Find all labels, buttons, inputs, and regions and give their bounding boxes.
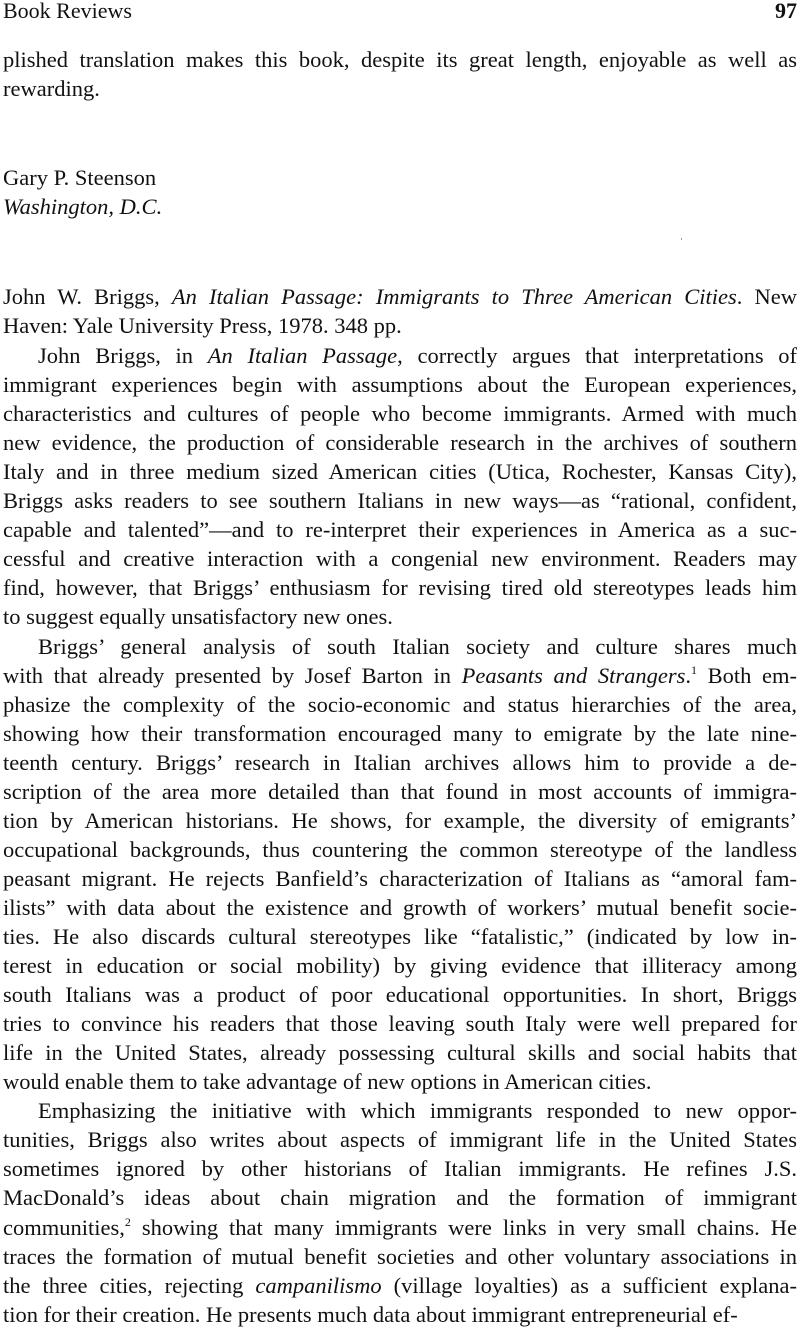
paragraph-3-line-1: Emphasizing the initiative with which immigrants responded to new oppor- (38, 1098, 797, 1124)
paragraph-1-line-7: capable and talented”—and to re-interpret their experiences in America as a suc- (3, 517, 797, 543)
prev-review-line-1: plished translation makes this book, despite its great length, enjoyable as well as (3, 47, 797, 72)
paragraph-3-line-8: tion for their creation. He presents much data about immigrant entrepreneurial ef- (3, 1301, 738, 1327)
italic-title: An Italian Passage (207, 343, 398, 368)
paragraph-2-line-4: showing how their transformation encouraged many to emigrate by the late nine- (3, 720, 797, 746)
prev-review-line-2: rewarding. (3, 76, 100, 101)
paragraph-3-line-2: tunities, Briggs also writes about aspects of immigrant life in the United States (3, 1127, 797, 1153)
paragraph-2-line-10: ilists” with data about the existence and growth of workers’ mutual benefit socie- (3, 894, 797, 920)
paragraph-3-line-7: the three cities, rejecting campanilismo (village loyalties) as a sufficient explana- (3, 1272, 797, 1298)
paragraph-2-line-11: ties. He also discards cultural stereotypes like “fatalistic,” (indicated by low in- (3, 924, 797, 949)
paragraph-2-line-9: peasant migrant. He rejects Banfield’s characterization of Italians as “amoral fam- (3, 865, 797, 891)
paragraph-2-line-3: phasize the complexity of the socio-economic and status hierarchies of the area, (3, 691, 797, 717)
scan-speck (681, 238, 682, 240)
paragraph-3-line-3: sometimes ignored by other historians of Italian immigrants. He refines J.S. (3, 1156, 797, 1182)
paragraph-2-line-2: with that already presented by Josef Barton in Peasants and Strangers.$^1$ Both em- (3, 662, 797, 688)
paragraph-1-line-6: Briggs asks readers to see southern Italians in new ways—as “rational, confident, (3, 488, 797, 514)
paragraph-2-line-15: life in the United States, already possessing cultural skills and social habits that (3, 1040, 797, 1066)
page-number: 97 (775, 0, 797, 23)
paragraph-2-line-8: occupational backgrounds, thus countering the common stereotype of the landless (3, 836, 797, 862)
reviewer-name: Gary P. Steenson (3, 165, 157, 190)
paragraph-2-line-16: would enable them to take advantage of new options in American cities. (3, 1069, 652, 1095)
paragraph-1-line-1: John Briggs, in An Italian Passage, correctly argues that interpretations of (38, 343, 798, 368)
footnote-marker: 2 (124, 1214, 131, 1229)
paragraph-1-line-10: to suggest equally unsatisfactory new ones. (3, 604, 393, 630)
paragraph-1-line-4: new evidence, the production of considerable research in the archives of southern (3, 430, 797, 456)
paragraph-2-line-14: tries to convince his readers that those leaving south Italy were well prepared for (3, 1011, 797, 1037)
paragraph-2-line-12: terest in education or social mobility) by giving evidence that illiteracy among (3, 953, 797, 979)
paragraph-1-line-5: Italy and in three medium sized American cities (Utica, Rochester, Kansas City), (3, 459, 797, 485)
italic-title: Peasants and Strangers (461, 662, 686, 688)
paragraph-1-line-2: immigrant experiences begin with assumptions about the European experiences, (3, 372, 797, 398)
paragraph-2-line-5: teenth century. Briggs’ research in Italian archives allows him to provide a de- (3, 749, 797, 775)
paragraph-1-line-8: cessful and creative interaction with a congenial new environment. Readers may (3, 546, 797, 572)
reviewer-location: Washington, D.C. (3, 194, 163, 219)
paragraph-1-line-9: find, however, that Briggs’ enthusiasm for revising tired old stereotypes leads him (3, 575, 797, 601)
running-header-section: Book Reviews (3, 0, 132, 23)
paragraph-3-line-6: traces the formation of mutual benefit societies and other voluntary associations in (3, 1243, 797, 1269)
footnote-marker: 1 (691, 662, 697, 677)
review-citation-line-2: Haven: Yale University Press, 1978. 348 pp. (3, 313, 402, 338)
italic-title: campanilismo (255, 1272, 382, 1298)
paragraph-2-line-6: scription of the area more detailed than that found in most accounts of immigra- (3, 778, 797, 804)
paragraph-2-line-7: tion by American historians. He shows, for example, the diversity of emigrants’ (3, 807, 797, 833)
paragraph-2-line-1: Briggs’ general analysis of south Italian society and culture shares much (38, 633, 797, 659)
paragraph-3-line-5: communities,$^2$ showing that many immigrants were links in very small chains. He (3, 1214, 797, 1240)
paragraph-2-line-13: south Italians was a product of poor educational opportunities. In short, Briggs (3, 982, 797, 1008)
paragraph-1-line-3: characteristics and cultures of people who become immigrants. Armed with much (3, 401, 797, 427)
paragraph-3-line-4: MacDonald’s ideas about chain migration and the formation of immigrant (3, 1185, 797, 1211)
review-citation-line-1: John W. Briggs, An Italian Passage: Immigrants to Three American Cities. New (3, 284, 798, 309)
